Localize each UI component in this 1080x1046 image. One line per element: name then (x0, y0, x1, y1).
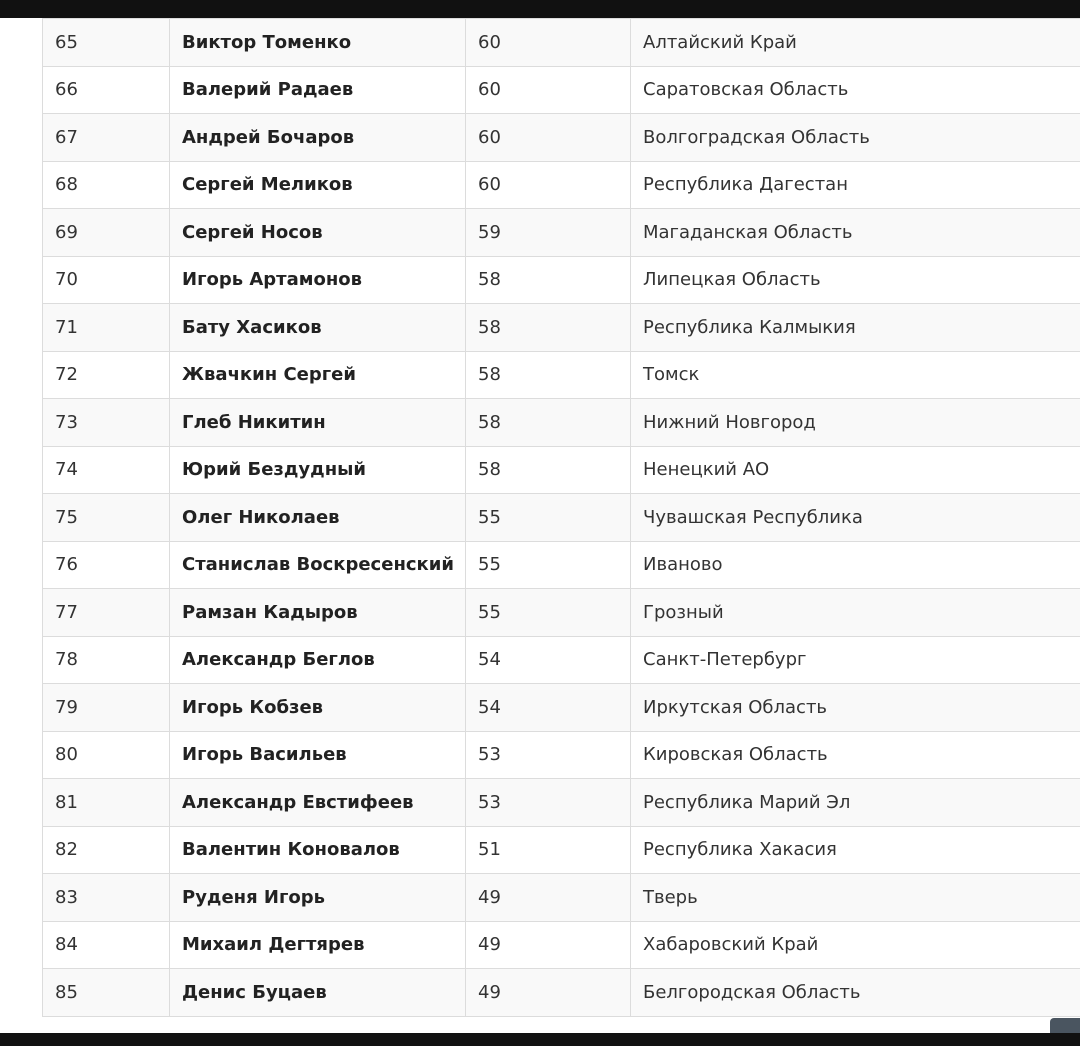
table-row (43, 399, 1080, 447)
score-cell: 58 (466, 399, 631, 447)
table-row (43, 874, 1080, 922)
top-bar (0, 0, 1080, 18)
name-cell: Сергей Меликов (170, 161, 466, 209)
table-row (43, 114, 1080, 162)
score-cell: 55 (466, 589, 631, 637)
rank-cell: 82 (43, 826, 170, 874)
score-cell: 53 (466, 779, 631, 827)
name-cell: Бату Хасиков (170, 304, 466, 352)
name-cell: Игорь Артамонов (170, 256, 466, 304)
region-cell: Липецкая Область (631, 256, 1080, 304)
name-cell: Рамзан Кадыров (170, 589, 466, 637)
rank-cell: 67 (43, 114, 170, 162)
rank-cell: 70 (43, 256, 170, 304)
name-cell: Руденя Игорь (170, 874, 466, 922)
table-row (43, 731, 1080, 779)
name-cell: Михаил Дегтярев (170, 921, 466, 969)
region-cell: Чувашская Республика (631, 494, 1080, 542)
name-cell: Александр Евстифеев (170, 779, 466, 827)
table-row (43, 541, 1080, 589)
name-cell: Игорь Васильев (170, 731, 466, 779)
rank-cell: 71 (43, 304, 170, 352)
name-cell: Виктор Томенко (170, 19, 466, 67)
region-cell: Республика Марий Эл (631, 779, 1080, 827)
region-cell: Тверь (631, 874, 1080, 922)
name-cell: Олег Николаев (170, 494, 466, 542)
region-cell: Саратовская Область (631, 66, 1080, 114)
score-cell: 60 (466, 66, 631, 114)
score-cell: 54 (466, 684, 631, 732)
region-cell: Республика Дагестан (631, 161, 1080, 209)
region-cell: Республика Калмыкия (631, 304, 1080, 352)
region-cell: Грозный (631, 589, 1080, 637)
score-cell: 60 (466, 19, 631, 67)
region-cell: Кировская Область (631, 731, 1080, 779)
table-row (43, 19, 1080, 67)
name-cell: Валентин Коновалов (170, 826, 466, 874)
table-row (43, 209, 1080, 257)
region-cell: Ненецкий АО (631, 446, 1080, 494)
rank-cell: 73 (43, 399, 170, 447)
rank-cell: 74 (43, 446, 170, 494)
score-cell: 58 (466, 304, 631, 352)
table-row (43, 446, 1080, 494)
name-cell: Юрий Бездудный (170, 446, 466, 494)
table-row (43, 351, 1080, 399)
rank-cell: 84 (43, 921, 170, 969)
table-row (43, 921, 1080, 969)
table-row (43, 684, 1080, 732)
region-cell: Нижний Новгород (631, 399, 1080, 447)
table-row (43, 66, 1080, 114)
score-cell: 58 (466, 351, 631, 399)
region-cell: Санкт-Петербург (631, 636, 1080, 684)
name-cell: Андрей Бочаров (170, 114, 466, 162)
table-row (43, 826, 1080, 874)
rank-cell: 76 (43, 541, 170, 589)
rank-cell: 85 (43, 969, 170, 1017)
name-cell: Сергей Носов (170, 209, 466, 257)
rank-cell: 75 (43, 494, 170, 542)
rank-cell: 65 (43, 19, 170, 67)
rank-cell: 78 (43, 636, 170, 684)
region-cell: Хабаровский Край (631, 921, 1080, 969)
name-cell: Игорь Кобзев (170, 684, 466, 732)
table-row (43, 969, 1080, 1017)
region-cell: Волгоградская Область (631, 114, 1080, 162)
name-cell: Станислав Воскресенский (170, 541, 466, 589)
rank-cell: 80 (43, 731, 170, 779)
score-cell: 49 (466, 969, 631, 1017)
score-cell: 59 (466, 209, 631, 257)
rank-cell: 83 (43, 874, 170, 922)
score-cell: 54 (466, 636, 631, 684)
region-cell: Алтайский Край (631, 19, 1080, 67)
score-cell: 60 (466, 114, 631, 162)
rank-cell: 68 (43, 161, 170, 209)
rank-cell: 77 (43, 589, 170, 637)
score-cell: 51 (466, 826, 631, 874)
score-cell: 58 (466, 256, 631, 304)
rank-cell: 69 (43, 209, 170, 257)
region-cell: Иваново (631, 541, 1080, 589)
region-cell: Белгородская Область (631, 969, 1080, 1017)
table-body (43, 19, 1080, 1017)
rank-cell: 66 (43, 66, 170, 114)
name-cell: Валерий Радаев (170, 66, 466, 114)
score-cell: 49 (466, 874, 631, 922)
score-cell: 58 (466, 446, 631, 494)
table-row (43, 161, 1080, 209)
score-cell: 60 (466, 161, 631, 209)
table-row (43, 779, 1080, 827)
table-row (43, 589, 1080, 637)
score-cell: 49 (466, 921, 631, 969)
region-cell: Томск (631, 351, 1080, 399)
score-cell: 55 (466, 541, 631, 589)
name-cell: Денис Буцаев (170, 969, 466, 1017)
region-cell: Республика Хакасия (631, 826, 1080, 874)
name-cell: Жвачкин Сергей (170, 351, 466, 399)
score-cell: 53 (466, 731, 631, 779)
rank-cell: 79 (43, 684, 170, 732)
name-cell: Глеб Никитин (170, 399, 466, 447)
score-cell: 55 (466, 494, 631, 542)
name-cell: Александр Беглов (170, 636, 466, 684)
table-row (43, 304, 1080, 352)
rank-cell: 81 (43, 779, 170, 827)
ranking-table (42, 18, 1080, 1017)
table-row (43, 494, 1080, 542)
region-cell: Иркутская Область (631, 684, 1080, 732)
ranking-table-container (42, 18, 1080, 1017)
table-row (43, 256, 1080, 304)
bottom-bar (0, 1033, 1080, 1046)
rank-cell: 72 (43, 351, 170, 399)
table-row (43, 636, 1080, 684)
region-cell: Магаданская Область (631, 209, 1080, 257)
